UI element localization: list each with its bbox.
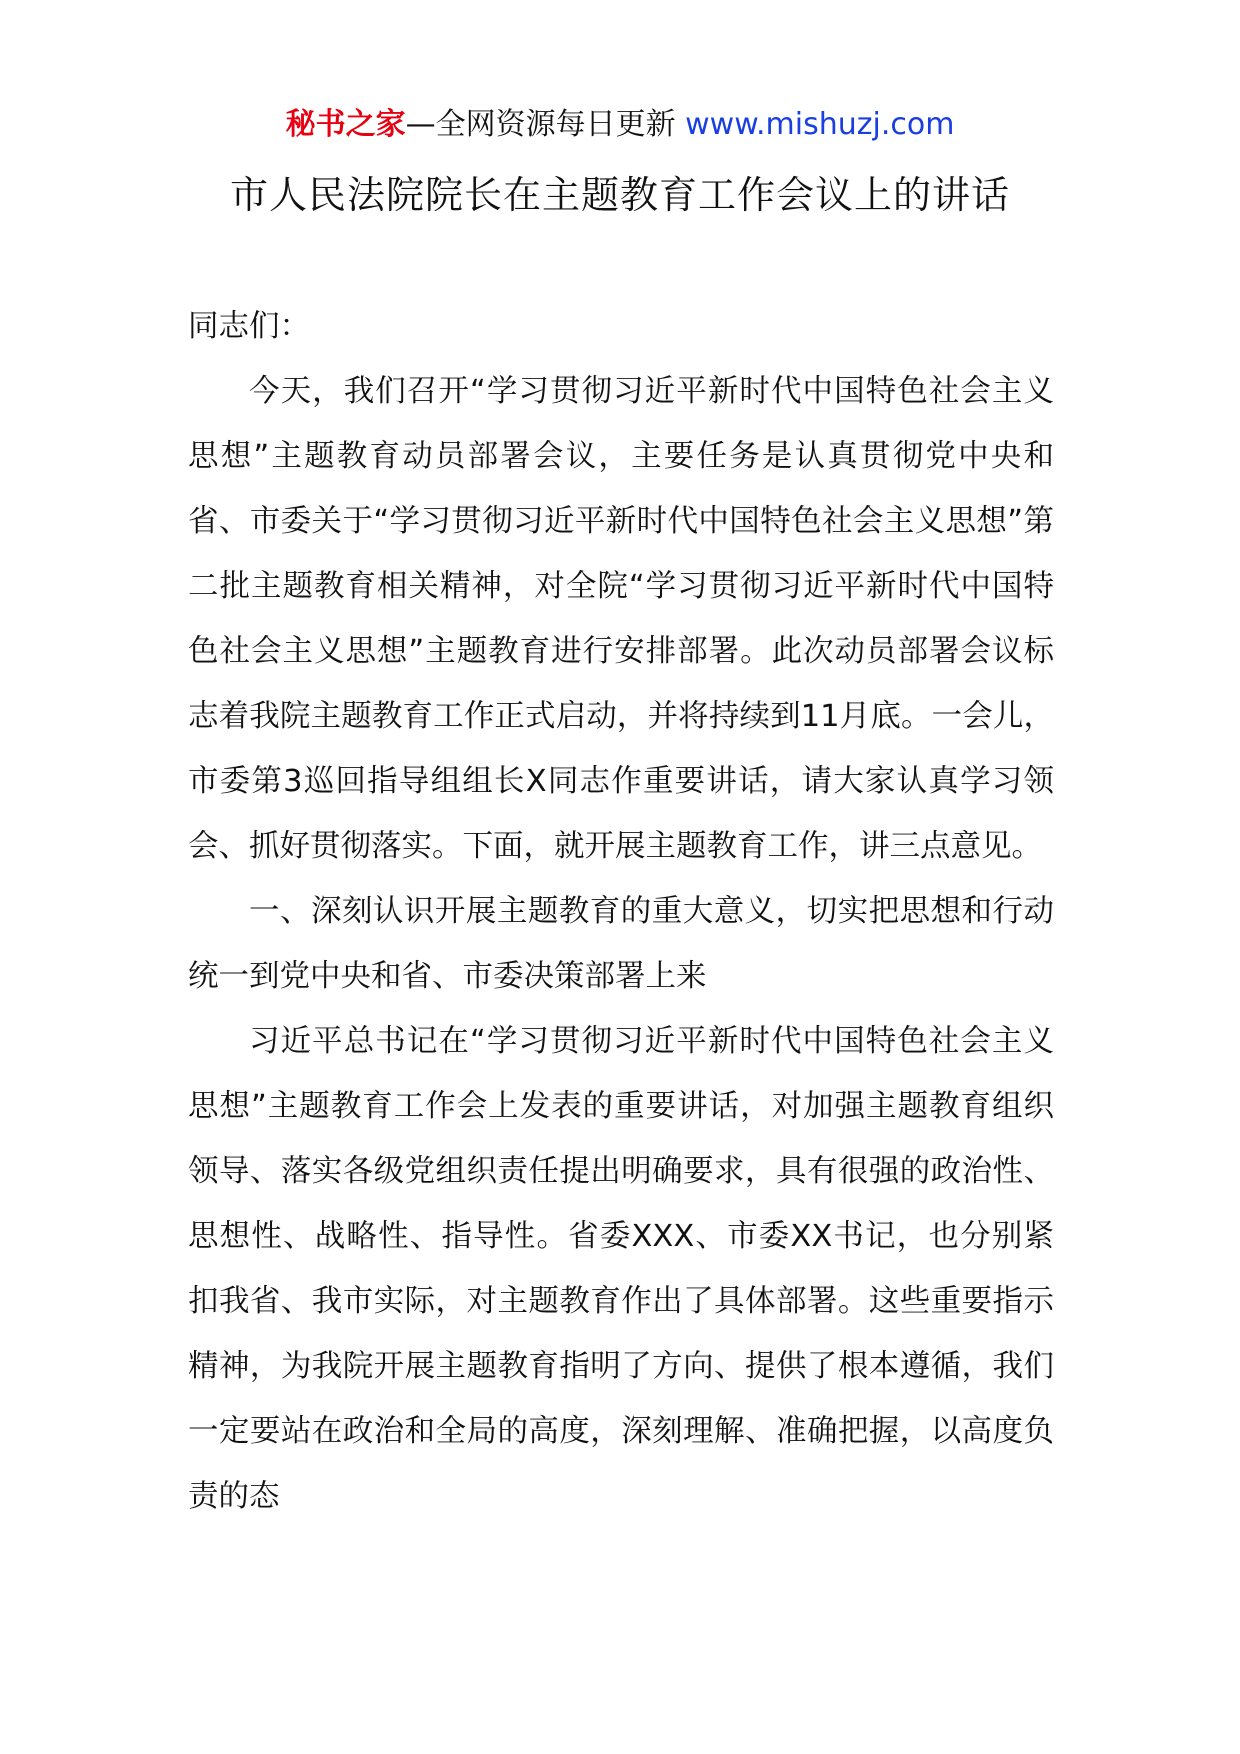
document-title: 市人民法院院长在主题教育工作会议上的讲话 (229, 173, 1010, 217)
paragraph-intro: 今天，我们召开“学习贯彻习近平新时代中国特色社会主义思想”主题教育动员部署会议，主要任务是认真贯彻党中央和省、市委关于“学习贯彻习近平新时代中国特色社会主义思想”第二批主题教育相关精神，对全院“学习贯彻习近平新时代中国特色社会主义思想”主题教育进行安排部署。此次动员部署会议标志着我院主题教育工作正式启动，并将持续到11月底。一会儿，市委第3巡回指导组组长X同志作重要讲话，请大家认真学习领会、抓好贯彻落实。下面，就开展主题教育工作，讲三点意见。 (188, 374, 1054, 864)
salutation: 同志们： (188, 309, 310, 344)
banner-url-link[interactable]: www.mishuzj.com (685, 107, 955, 142)
document-body (188, 294, 1054, 1529)
paragraph-section-1: 习近平总书记在“学习贯彻习近平新时代中国特色社会主义思想”主题教育工作会上发表的重要讲话，对加强主题教育组织领导、落实各级党组织责任提出明确要求，具有很强的政治性、思想性、战略性、指导性。省委XXX、市委XX书记，也分别紧扣我省、我市实际，对主题教育作出了具体部署。这些重要指示精神，为我院开展主题教育指明了方向、提供了根本遵循，我们一定要站在政治和全局的高度，深刻理解、准确把握，以高度负责的态 (188, 1024, 1054, 1514)
site-banner (0, 103, 1240, 147)
banner-brand: 秘书之家 (285, 107, 406, 142)
section-heading-1: 一、深刻认识开展主题教育的重大意义，切实把思想和行动统一到党中央和省、市委决策部署上来 (188, 894, 1054, 994)
banner-tagline: —全网资源每日更新 (405, 107, 686, 142)
